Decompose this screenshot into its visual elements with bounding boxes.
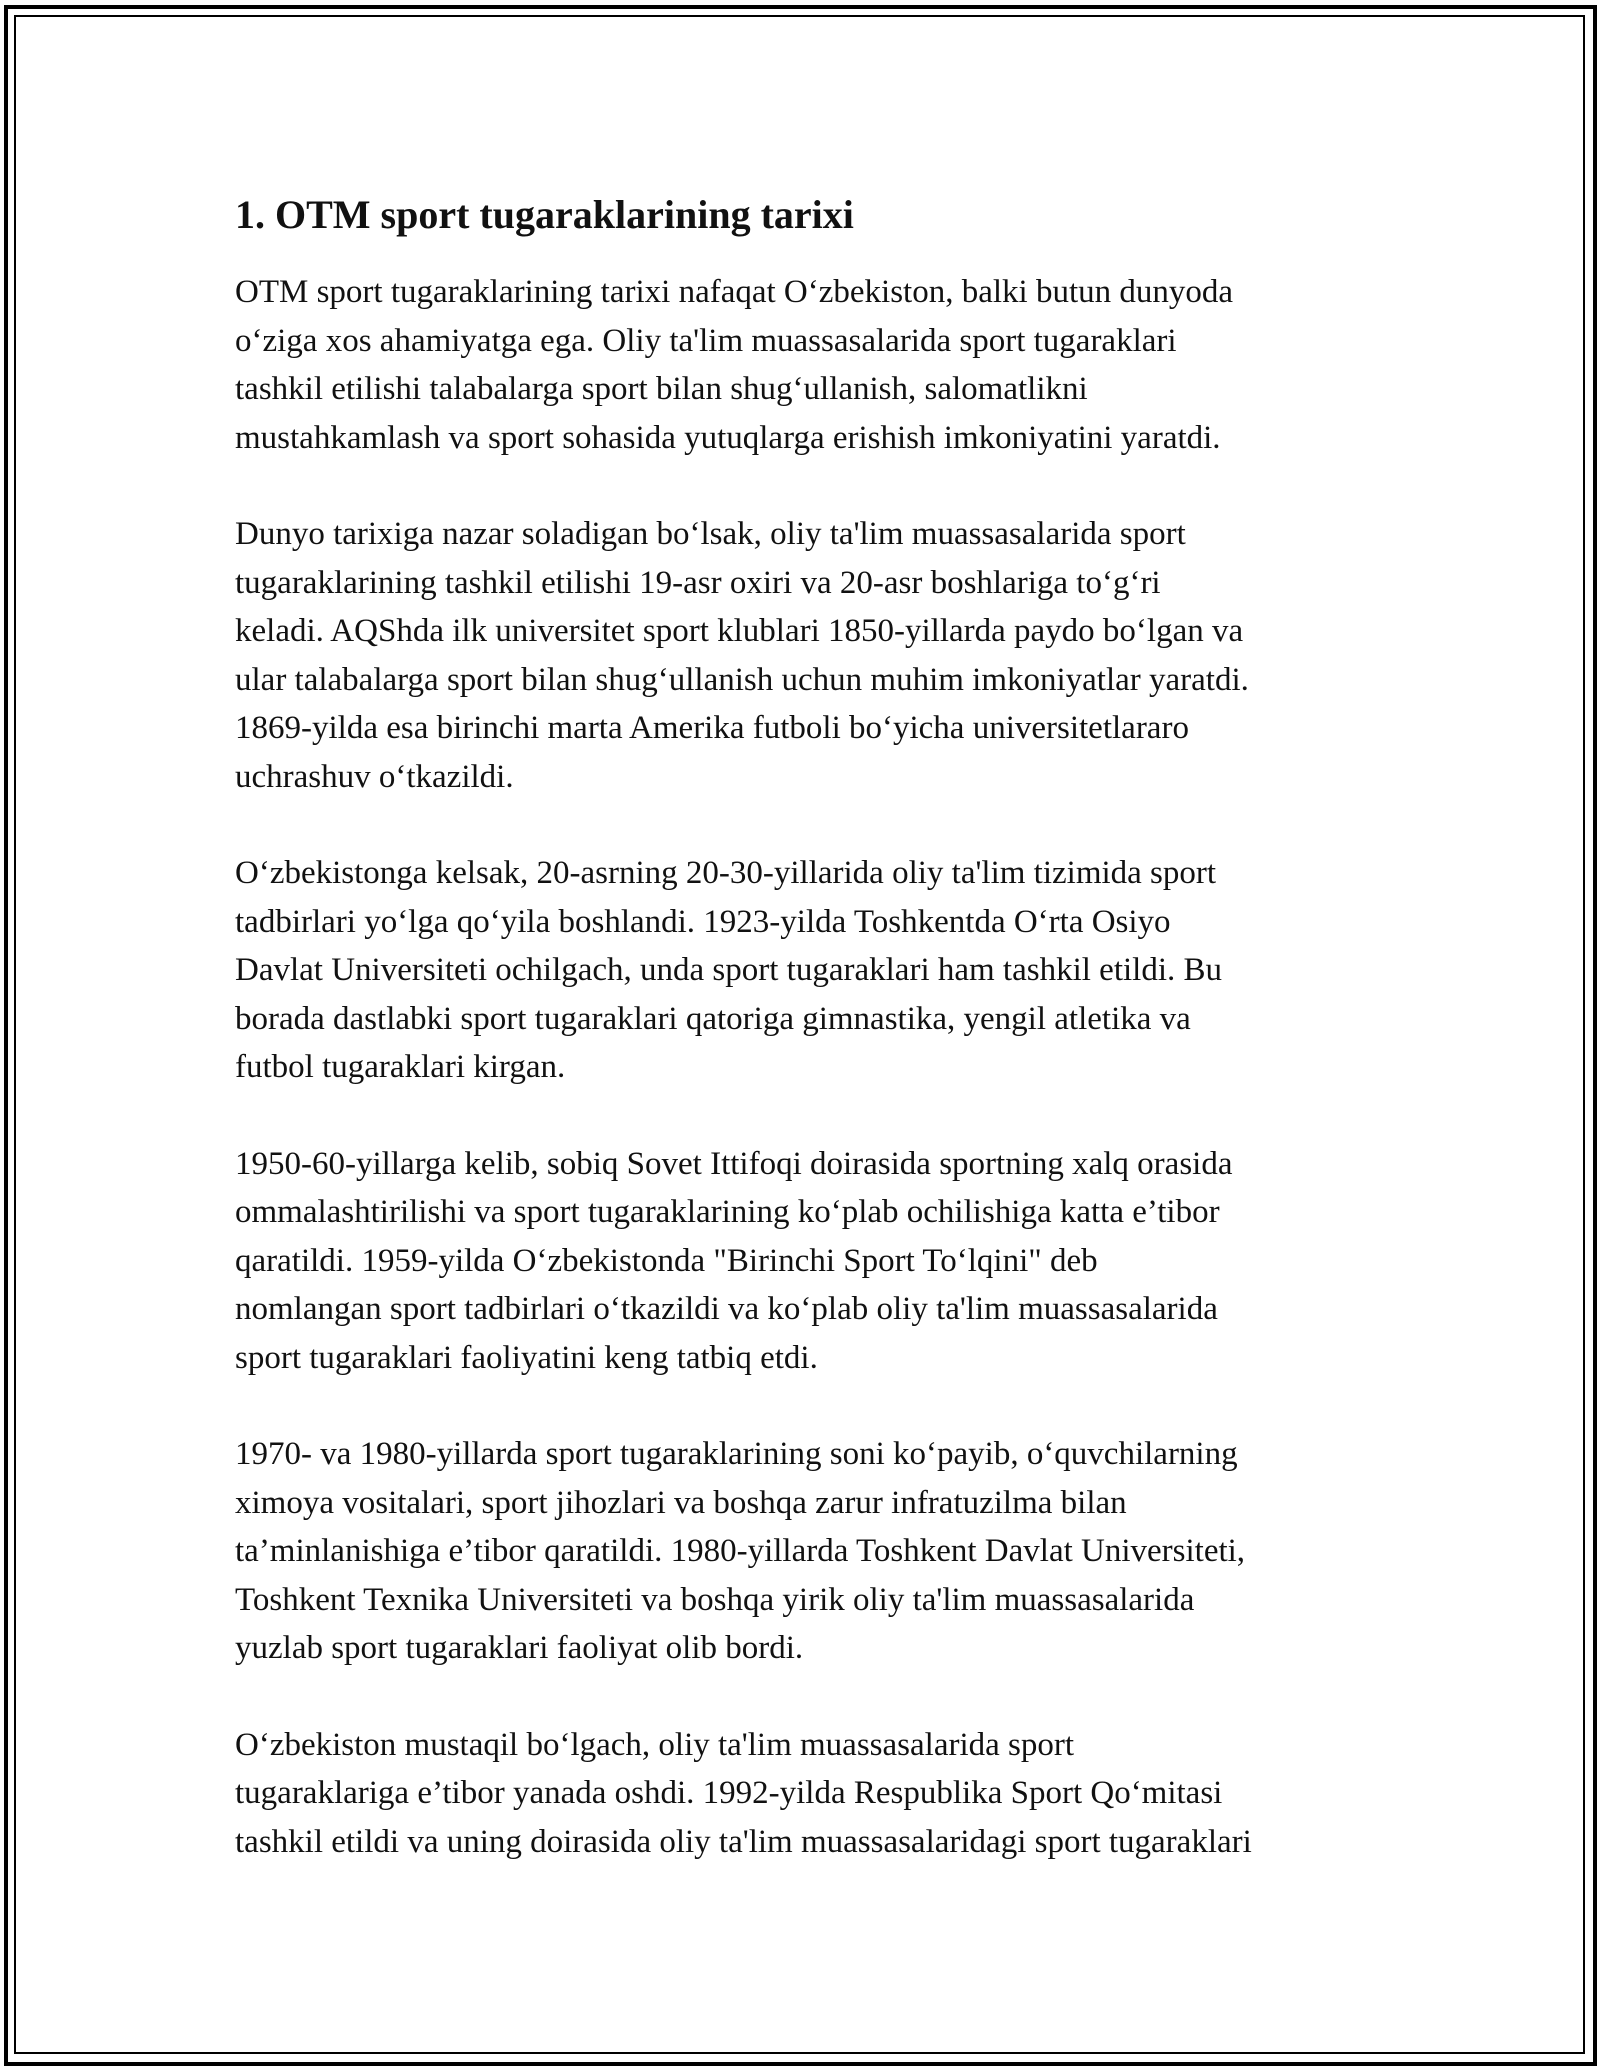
text-line: OTM sport tugaraklarining tarixi nafaqat O‘zbekiston, balki butun dunyoda [235, 274, 1234, 310]
text-line: borada dastlabki sport tugaraklari qatoriga gimnastika, yengil atletika va [235, 1000, 1191, 1037]
text-line: keladi. AQShda ilk universitet sport klublari 1850-yillarda paydo bo‘lgan va [235, 613, 1244, 649]
text-line: nomlangan sport tadbirlari o‘tkazildi va ko‘plab oliy ta'lim muassasalarida [235, 1291, 1218, 1327]
text-line: 1869-yilda esa birinchi marta Amerika futboli bo‘yicha universitetlararo [235, 710, 1189, 746]
text-line: o‘ziga xos ahamiyatga ega. Oliy ta'lim muassasalarida sport tugaraklari [235, 322, 1177, 359]
text-line: ommalashtirilishi va sport tugaraklarining ko‘plab ochilishiga katta e’tibor [235, 1194, 1220, 1230]
text-line: Toshkent Texnika Universiteti va boshqa yirik oliy ta'lim muassasalarida [235, 1581, 1195, 1618]
document-body [235, 186, 1385, 1914]
paragraph-1 [235, 268, 1385, 462]
text-line: Dunyo tarixiga nazar soladigan bo‘lsak, oliy ta'lim muassasalarida sport [235, 516, 1186, 552]
text-line: 1970- va 1980-yillarda sport tugaraklarining soni ko‘payib, o‘quvchilarning [235, 1436, 1238, 1472]
paragraph-3 [235, 849, 1385, 1092]
text-line: tashkil etildi va uning doirasida oliy ta'lim muassasalaridagi sport tugaraklari [235, 1823, 1252, 1860]
text-line: tugaraklarining tashkil etilishi 19-asr oxiri va 20-asr boshlariga to‘g‘ri [235, 564, 1161, 601]
paragraph-5 [235, 1430, 1385, 1673]
paragraph-6 [235, 1721, 1385, 1867]
text-line: ta’minlanishiga e’tibor qaratildi. 1980-yillarda Toshkent Davlat Universiteti, [235, 1533, 1246, 1569]
text-line: sport tugaraklari faoliyatini keng tatbiq etdi. [235, 1339, 818, 1376]
text-line: qaratildi. 1959-yilda O‘zbekistonda "Birinchi Sport To‘lqini" deb [235, 1242, 1098, 1279]
text-line: O‘zbekiston mustaqil bo‘lgach, oliy ta'lim muassasalarida sport [235, 1726, 1075, 1763]
text-line: ular talabalarga sport bilan shug‘ullanish uchun muhim imkoniyatlar yaratdi. [235, 661, 1249, 698]
section-heading: 1. OTM sport tugaraklarining tarixi [235, 192, 854, 237]
paragraph-4 [235, 1140, 1385, 1383]
text-line: O‘zbekistonga kelsak, 20-asrning 20-30-yillarida oliy ta'lim tizimida sport [235, 855, 1217, 891]
text-line: futbol tugaraklari kirgan. [235, 1049, 566, 1085]
text-line: mustahkamlash va sport sohasida yutuqlarga erishish imkoniyatini yaratdi. [235, 419, 1221, 456]
text-line: uchrashuv o‘tkazildi. [235, 758, 514, 795]
text-line: 1950-60-yillarga kelib, sobiq Sovet Ittifoqi doirasida sportning xalq orasida [235, 1145, 1233, 1182]
text-line: tadbirlari yo‘lga qo‘yila boshlandi. 1923-yilda Toshkentda O‘rta Osiyo [235, 903, 1171, 940]
paragraph-2 [235, 510, 1385, 801]
text-line: tugaraklariga e’tibor yanada oshdi. 1992-yilda Respublika Sport Qo‘mitasi [235, 1775, 1223, 1811]
text-line: tashkil etilishi talabalarga sport bilan shug‘ullanish, salomatlikni [235, 371, 1088, 407]
text-line: ximoya vositalari, sport jihozlari va boshqa zarur infratuzilma bilan [235, 1484, 1127, 1521]
text-line: yuzlab sport tugaraklari faoliyat olib bordi. [235, 1630, 804, 1666]
text-line: Davlat Universiteti ochilgach, unda sport tugaraklari ham tashkil etildi. Bu [235, 952, 1223, 988]
